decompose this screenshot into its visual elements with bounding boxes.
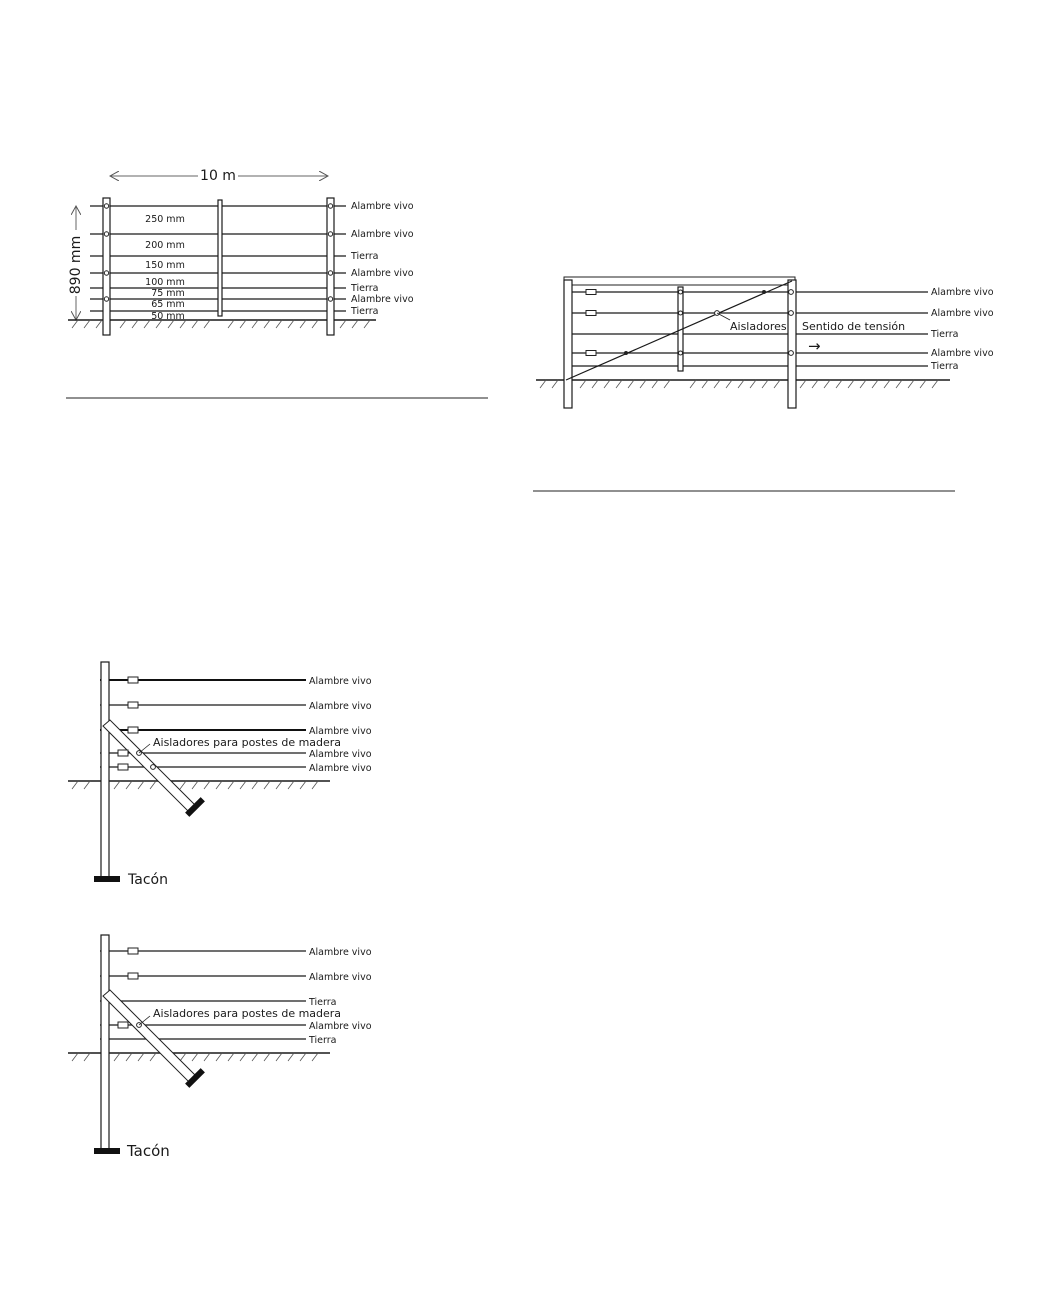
spacing-label-4: 100 mm xyxy=(145,277,185,288)
tension-strainer-diagram xyxy=(536,277,994,408)
heel-label: Tacón xyxy=(127,1142,170,1160)
wire-strainers xyxy=(586,290,596,356)
wire-label-4: Alambre vivo xyxy=(309,1021,372,1032)
spacing-label-3: 150 mm xyxy=(145,260,185,271)
wire-label-1: Alambre vivo xyxy=(351,201,414,212)
wire-label-5: Tierra xyxy=(309,1035,337,1046)
wire-label-4: Alambre vivo xyxy=(351,268,414,279)
wire-label-4: Alambre vivo xyxy=(309,749,372,760)
post-right xyxy=(788,280,796,408)
wire-label-3: Tierra xyxy=(309,997,337,1008)
wire-label-5: Tierra xyxy=(351,283,379,294)
ground-hatch xyxy=(540,380,938,388)
wire-label-2: Alambre vivo xyxy=(309,701,372,712)
heel-plate xyxy=(94,1148,120,1154)
top-rail xyxy=(564,277,795,285)
heel-plate xyxy=(94,876,120,882)
tension-arrow-icon: → xyxy=(808,337,821,355)
insulators-label: Aisladores para postes de madera xyxy=(153,736,342,749)
spacing-label-1: 250 mm xyxy=(145,214,185,225)
post-left xyxy=(103,198,110,335)
spacing-label-6: 65 mm xyxy=(151,299,185,310)
brace-stay xyxy=(103,720,196,812)
span-label: 10 m xyxy=(200,168,236,184)
wire-label-1: Alambre vivo xyxy=(931,287,994,298)
ground-hatch xyxy=(72,320,370,328)
insulators-label: Aisladores xyxy=(730,320,787,333)
end-post xyxy=(101,935,109,1150)
wire-label-3: Tierra xyxy=(351,251,379,262)
spacing-label-7: 50 mm xyxy=(151,311,185,322)
wire-label-5: Alambre vivo xyxy=(309,763,372,774)
wire-label-5: Tierra xyxy=(931,361,959,372)
wire-label-7: Tierra xyxy=(351,306,379,317)
insulators-label: Aisladores para postes de madera xyxy=(153,1007,342,1020)
wire-label-2: Alambre vivo xyxy=(931,308,994,319)
dropper-middle xyxy=(218,200,222,316)
wire-label-1: Alambre vivo xyxy=(309,947,372,958)
wire-label-2: Alambre vivo xyxy=(351,229,414,240)
fence-spacing-diagram xyxy=(68,168,414,335)
wire-label-2: Alambre vivo xyxy=(309,972,372,983)
wire-label-6: Alambre vivo xyxy=(351,294,414,305)
wooden-end-post-diagram-a xyxy=(68,662,372,888)
wire-label-3: Alambre vivo xyxy=(309,726,372,737)
insulator-2 xyxy=(151,765,156,770)
wire-label-1: Alambre vivo xyxy=(309,676,372,687)
end-post xyxy=(101,662,109,877)
spacing-label-2: 200 mm xyxy=(145,240,185,251)
wire-label-3: Tierra xyxy=(931,329,959,340)
post-left xyxy=(564,280,572,408)
spacing-label-5: 75 mm xyxy=(151,288,185,299)
post-right xyxy=(327,198,334,335)
wire-label-4: Alambre vivo xyxy=(931,348,994,359)
brace-stay xyxy=(103,990,196,1082)
height-label: 890 mm xyxy=(68,235,84,295)
wooden-end-post-diagram-b xyxy=(68,935,372,1160)
tension-direction-label: Sentido de tensión xyxy=(802,320,906,333)
heel-label: Tacón xyxy=(128,872,168,888)
